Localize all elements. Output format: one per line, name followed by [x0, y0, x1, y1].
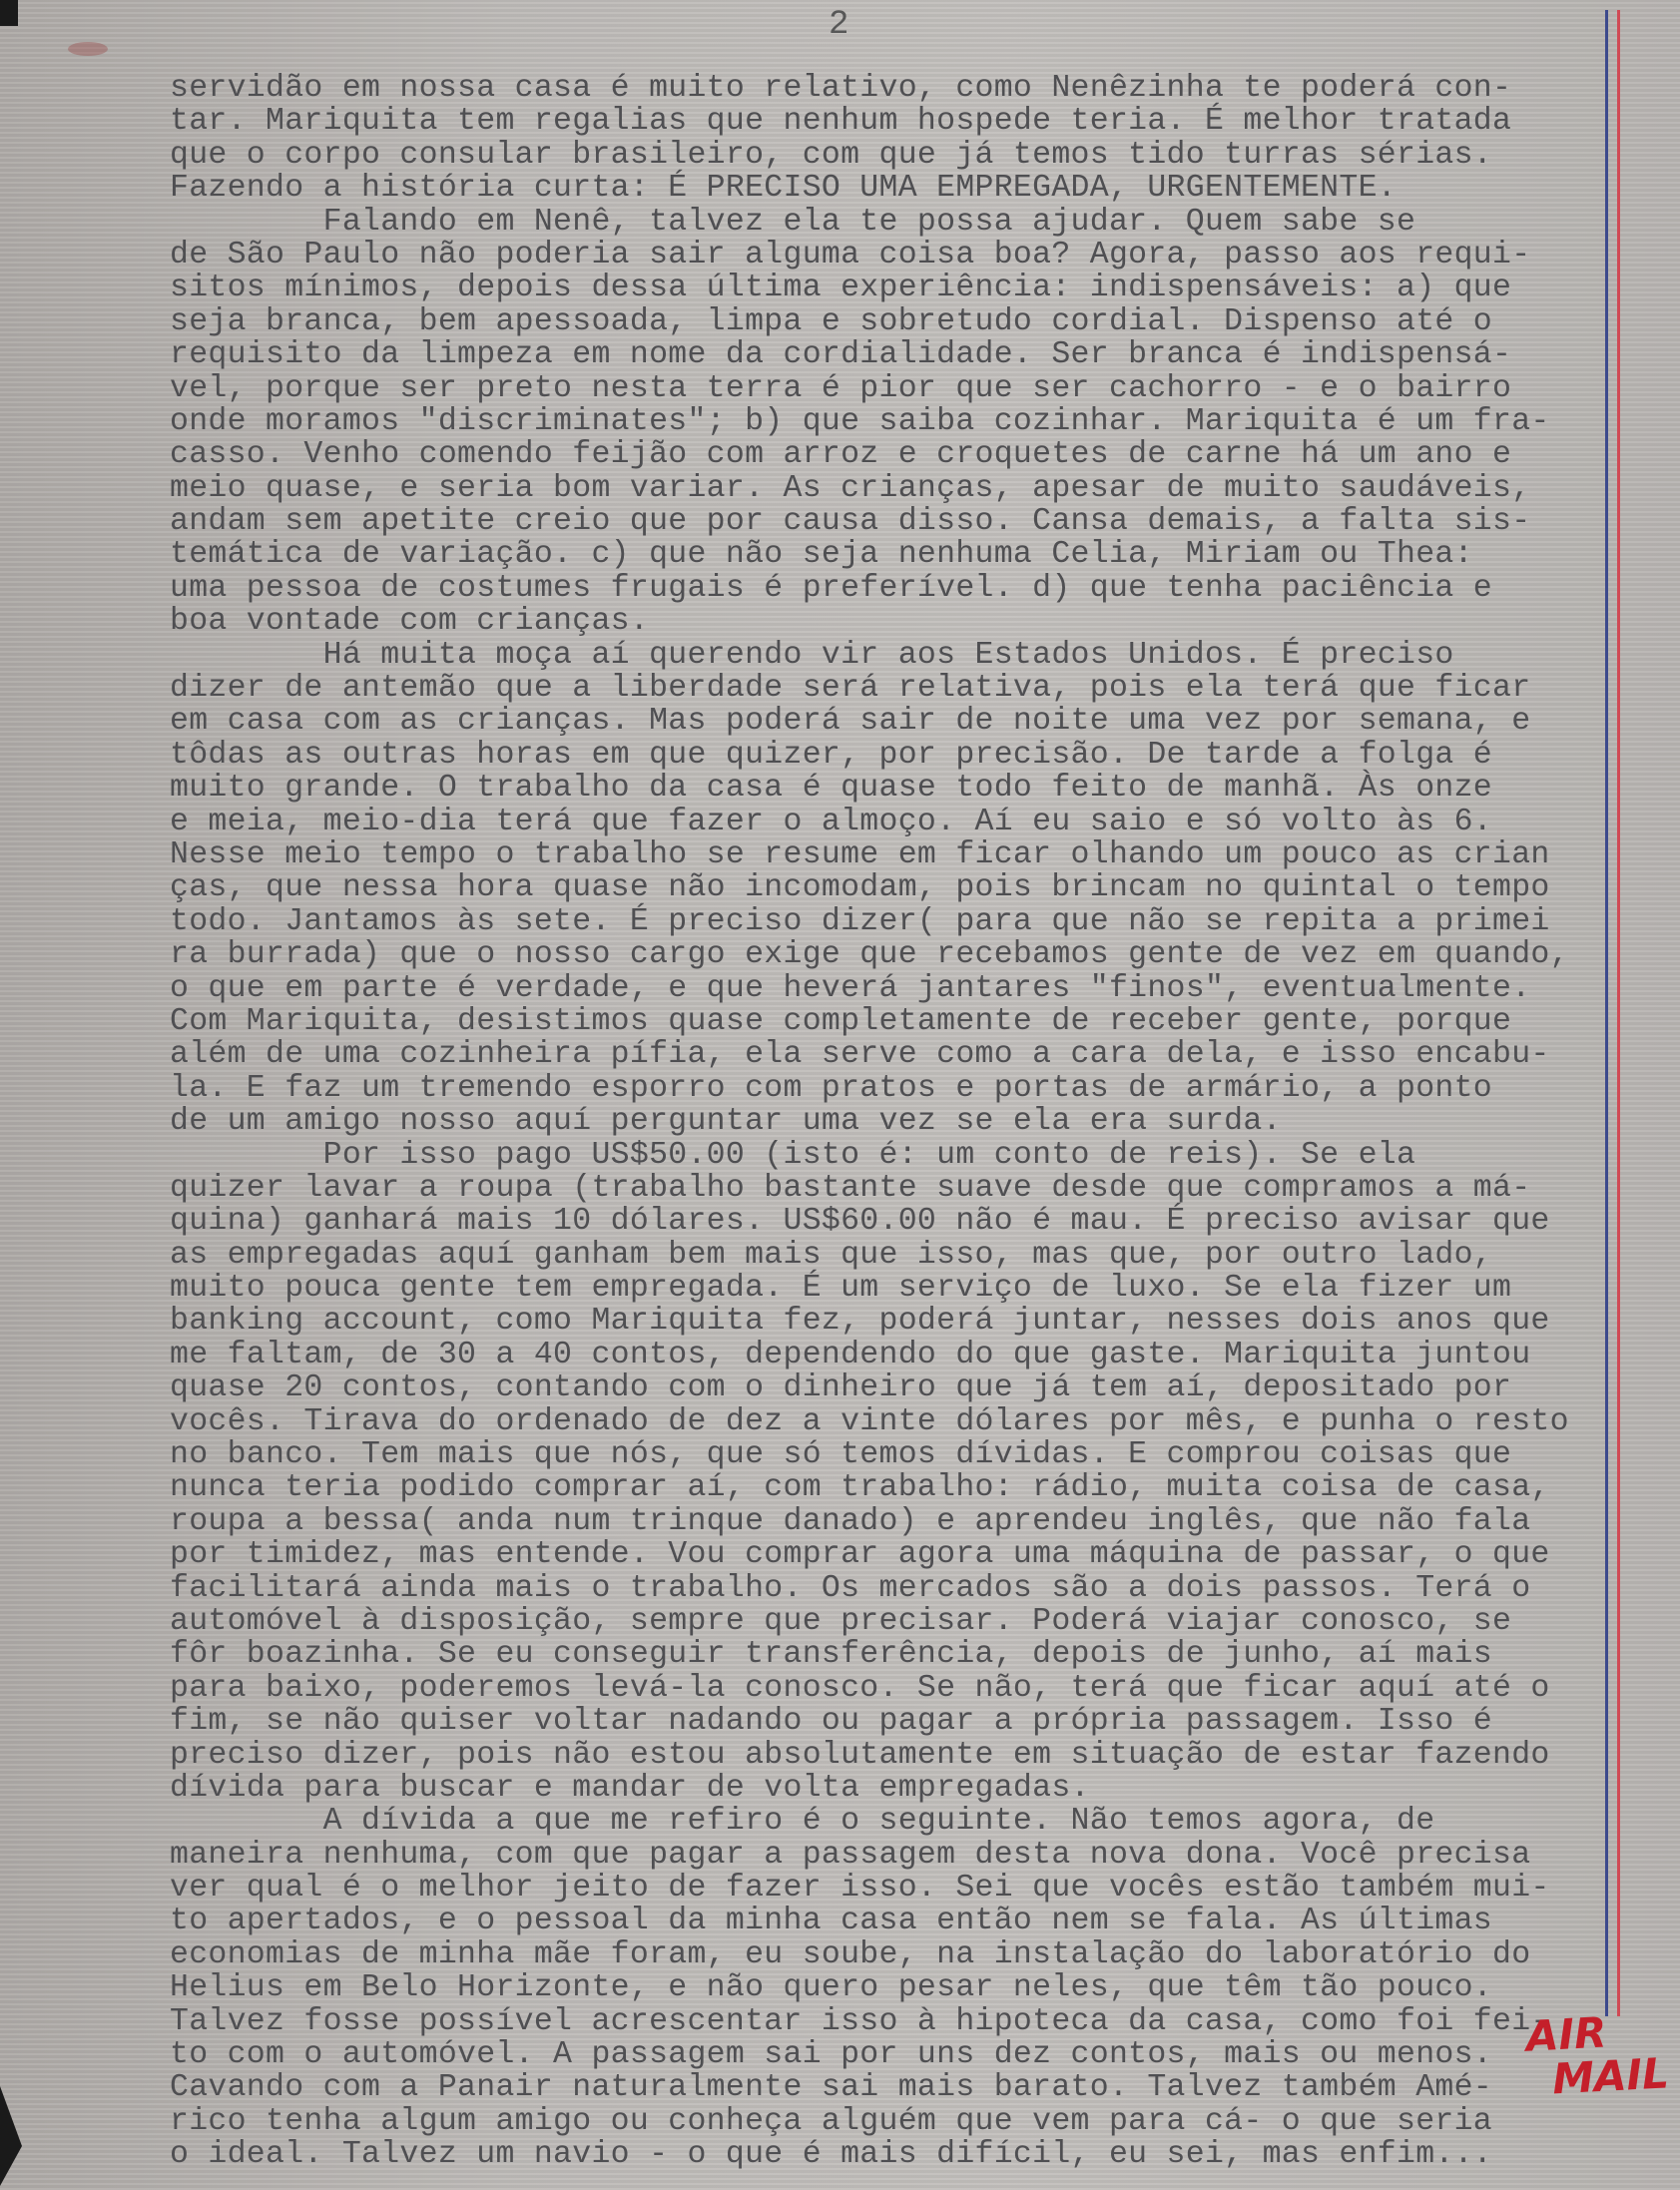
text-line: de um amigo nosso aquí perguntar uma vez se ela era surda.: [170, 1104, 1282, 1140]
text-line: Talvez fosse possível acrescentar isso à hipoteca da casa, como foi fei-: [170, 2003, 1550, 2039]
scan-edge-mark: [0, 2086, 22, 2186]
text-line: Com Mariquita, desistimos quase completamente de receber gente, porque: [170, 1003, 1512, 1039]
text-line: além de uma cozinheira pífia, ela serve como a cara dela, e isso encabu-: [170, 1037, 1550, 1073]
text-line: dizer de antemão que a liberdade será relativa, pois ela terá que ficar: [170, 671, 1531, 707]
text-line: onde moramos "discriminates"; b) que saiba cozinhar. Mariquita é um fra-: [170, 403, 1550, 439]
text-line: quina) ganhará mais 10 dólares. US$60.00 não é mau. É preciso avisar que: [170, 1204, 1550, 1240]
text-line: sitos mínimos, depois dessa última experiência: indispensáveis: a) que: [170, 271, 1512, 306]
text-line: economias de minha mãe foram, eu soube, na instalação do laboratório do: [170, 1936, 1531, 1972]
text-line: la. E faz um tremendo esporro com pratos e portas de armário, a ponto: [170, 1070, 1493, 1106]
text-line: muito grande. O trabalho da casa é quase todo feito de manhã. Às onze: [170, 771, 1493, 807]
text-line: por timidez, mas entende. Vou comprar agora uma máquina de passar, o que: [170, 1537, 1550, 1573]
text-line: A dívida a que me refiro é o seguinte. Não temos agora, de: [170, 1804, 1435, 1840]
text-line: para baixo, poderemos levá-la conosco. Se não, terá que ficar aquí até o: [170, 1670, 1550, 1706]
text-line: servidão em nossa casa é muito relativo, como Nenêzinha te poderá con-: [170, 71, 1512, 106]
text-line: todo. Jantamos às sete. É preciso dizer( para que não se repita a primei: [170, 903, 1550, 939]
text-line: to apertados, e o pessoal da minha casa então nem se fala. As últimas: [170, 1904, 1493, 1939]
text-line: as empregadas aquí ganham bem mais que isso, mas que, por outro lado,: [170, 1237, 1493, 1273]
text-line: nunca teria podido comprar aí, com trabalho: rádio, muita coisa de casa,: [170, 1470, 1550, 1506]
text-line: preciso dizer, pois não estou absolutamente em situação de estar fazendo: [170, 1737, 1550, 1773]
text-line: rico tenha algum amigo ou conheça alguém que vem para cá- o que seria: [170, 2103, 1493, 2139]
air-mail-line-2: MAIL: [1550, 2048, 1671, 2104]
text-line: Há muita moça aí querendo vir aos Estados Unidos. É preciso: [170, 637, 1454, 673]
page-number: 2: [829, 6, 849, 44]
text-line: Fazendo a história curta: É PRECISO UMA EMPREGADA, URGENTEMENTE.: [170, 171, 1397, 207]
text-line: banking account, como Mariquita fez, poderá juntar, nesses dois anos que: [170, 1304, 1550, 1340]
text-line: facilitará ainda mais o trabalho. Os mercados são a dois passos. Terá o: [170, 1570, 1531, 1606]
text-line: vocês. Tirava do ordenado de dez a vinte dólares por mês, e punha o resto: [170, 1403, 1569, 1439]
text-line: boa vontade com crianças.: [170, 604, 650, 640]
text-line: em casa com as crianças. Mas poderá sair de noite uma vez por semana, e: [170, 704, 1531, 740]
text-line: ver qual é o melhor jeito de fazer isso. Sei que vocês estão também mui-: [170, 1871, 1550, 1907]
text-line: Nesse meio tempo o trabalho se resume em ficar olhando um pouco as crian: [170, 836, 1550, 872]
text-line: ra burrada) que o nosso cargo exige que recebamos gente de vez em quando,: [170, 937, 1569, 973]
text-line: que o corpo consular brasileiro, com que já temos tido turras sérias.: [170, 137, 1493, 173]
text-line: maneira nenhuma, com que pagar a passagem desta nova dona. Você precisa: [170, 1837, 1531, 1873]
text-line: ças, que nessa hora quase não incomodam, pois brincam no quintal o tempo: [170, 870, 1550, 906]
text-line: seja branca, bem apessoada, limpa e sobretudo cordial. Dispenso até o: [170, 303, 1493, 339]
text-line: temática de variação. c) que não seja nenhuma Celia, Miriam ou Thea:: [170, 537, 1473, 573]
text-line: tar. Mariquita tem regalias que nenhum hospede teria. É melhor tratada: [170, 104, 1512, 140]
text-line: o ideal. Talvez um navio - o que é mais difícil, eu sei, mas enfim...: [170, 2137, 1493, 2173]
text-line: roupa a bessa( anda num trinque danado) e aprendeu inglês, que não fala: [170, 1503, 1531, 1539]
text-line: casso. Venho comendo feijão com arroz e croquetes de carne há um ano e: [170, 437, 1512, 473]
air-mail-line-1: AIR: [1524, 2007, 1608, 2061]
letter-body: [170, 72, 1607, 2172]
text-line: de São Paulo não poderia sair alguma coisa boa? Agora, passo aos requi-: [170, 237, 1531, 273]
text-line: meio quase, e seria bom variar. As crianças, apesar de muito saudáveis,: [170, 470, 1531, 506]
text-line: to com o automóvel. A passagem sai por uns dez contos, mais ou menos.: [170, 2037, 1493, 2073]
text-line: automóvel à disposição, sempre que precisar. Poderá viajar conosco, se: [170, 1603, 1512, 1639]
text-line: Falando em Nenê, talvez ela te possa ajudar. Quem sabe se: [170, 204, 1416, 240]
text-line: requisito da limpeza em nome da cordialidade. Ser branca é indispensá-: [170, 337, 1512, 373]
text-line: fim, se não quiser voltar nadando ou pagar a própria passagem. Isso é: [170, 1704, 1493, 1740]
text-line: vel, porque ser preto nesta terra é pior que ser cachorro - e o bairro: [170, 370, 1512, 406]
text-line: uma pessoa de costumes frugais é preferível. d) que tenha paciência e: [170, 570, 1493, 606]
text-line: muito pouca gente tem empregada. É um serviço de luxo. Se ela fizer um: [170, 1271, 1512, 1307]
text-line: me faltam, de 30 a 40 contos, dependendo do que gaste. Mariquita juntou: [170, 1337, 1531, 1372]
text-line: fôr boazinha. Se eu conseguir transferência, depois de junho, aí mais: [170, 1637, 1493, 1673]
margin-line-red: [1617, 10, 1620, 2016]
text-line: no banco. Tem mais que nós, que só temos dívidas. E comprou coisas que: [170, 1437, 1512, 1473]
air-mail-stamp: [1525, 2007, 1670, 2102]
text-line: dívida para buscar e mandar de volta empregadas.: [170, 1770, 1090, 1806]
paper-stain: [68, 42, 108, 56]
text-line: e meia, meio-dia terá que fazer o almoço. Aí eu saio e só volto às 6.: [170, 804, 1493, 839]
text-line: Por isso pago US$50.00 (isto é: um conto de reis). Se ela: [170, 1137, 1416, 1173]
text-line: andam sem apetite creio que por causa disso. Cansa demais, a falta sis-: [170, 504, 1531, 540]
text-line: o que em parte é verdade, e que heverá jantares "finos", eventualmente.: [170, 970, 1531, 1006]
text-line: Helius em Belo Horizonte, e não quero pesar neles, que têm tão pouco.: [170, 1970, 1493, 2006]
text-line: Cavando com a Panair naturalmente sai mais barato. Talvez também Amé-: [170, 2070, 1493, 2106]
scan-corner-mark: [0, 0, 18, 26]
text-line: tôdas as outras horas em que quizer, por precisão. De tarde a folga é: [170, 737, 1493, 773]
text-line: quase 20 contos, contando com o dinheiro que já tem aí, depositado por: [170, 1370, 1512, 1406]
text-line: quizer lavar a roupa (trabalho bastante suave desde que compramos a má-: [170, 1170, 1531, 1206]
